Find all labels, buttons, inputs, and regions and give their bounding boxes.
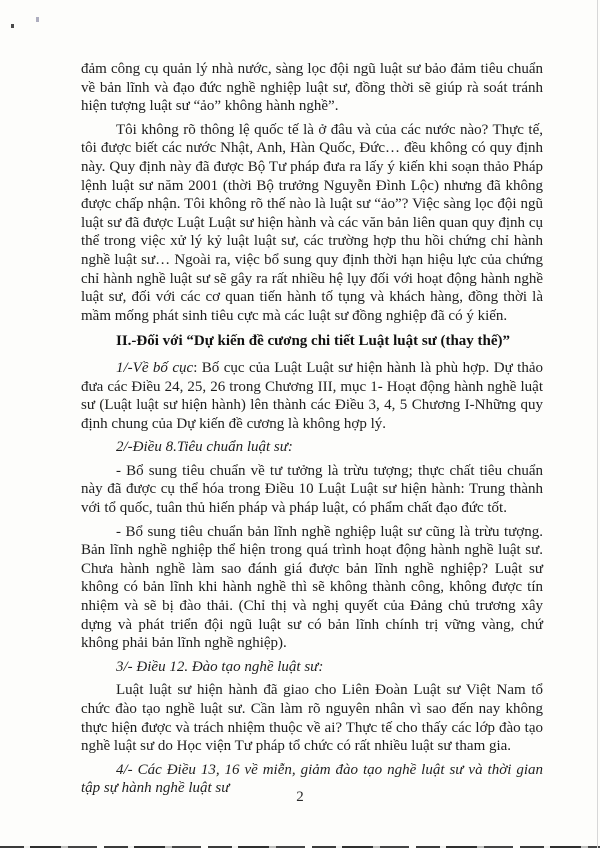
text-segment: 3/- Điều 12. Đào tạo nghề luật sư: bbox=[116, 658, 324, 675]
scan-speck-artifact bbox=[36, 17, 39, 22]
text-segment: Tôi không rõ thông lệ quốc tế là ở đâu và của các nước nào? Thực tế, tôi được biết các nước Nhật, Anh, Hàn Quốc, Đức… đều không có quy định này. Quy định này đã được Bộ Tư pháp đưa ra lấy ý kiến khi soạn thảo Pháp lệnh luật sư năm 2001 (thời Bộ trưởng Nguyễn Đình Lộc) nhưng đã không được chấp nhận. Tôi không rõ thế nào là luật sư “ảo”? Việc sàng lọc đội ngũ luật sư đã được Luật Luật sư hiện hành và các văn bản liên quan quy định cụ thể trong việc xử lý kỷ luật luật sư, các trường hợp thu hồi chứng chỉ hành nghề luật sư… Ngoài ra, việc bổ sung quy định thời hạn hiệu lực của chứng chỉ hành nghề luật sư sẽ gây ra rất nhiều hệ lụy đối với hoạt động hành nghề luật sư, đối với các cơ quan tiến hành tố tụng và khách hàng, đồng thời là mầm mống phát sinh tiêu cực mà các luật sư đồng nghiệp đã có ý kiến. bbox=[81, 121, 543, 324]
text-segment: 1/-Về bố cục bbox=[116, 359, 194, 376]
scan-speck-artifact bbox=[11, 24, 14, 28]
text-segment: đảm công cụ quản lý nhà nước, sàng lọc đội ngũ luật sư bảo đảm tiêu chuẩn về bản lĩnh và đạo đức nghề nghiệp luật sư, đồng thời sẽ giúp rà soát tránh hiện tượng luật sư “ảo” không hành nghề”. bbox=[81, 61, 543, 115]
paragraph bbox=[81, 60, 543, 116]
paragraph bbox=[81, 658, 543, 677]
text-segment: : Bố cục của Luật Luật sư hiện hành là phù hợp. Dự thảo đưa các Điều 24, 25, 26 trong Chương III, mục 1- Hoạt động hành nghề luật sư (Luật luật sư hiện hành) lên thành các Điều 3, 4, 5 Chương I-Những quy định chung của Dự kiến đề cương là không hợp lý. bbox=[81, 359, 543, 432]
document-body bbox=[81, 60, 543, 803]
paragraph bbox=[81, 462, 543, 518]
scan-right-edge-artifact bbox=[597, 0, 598, 848]
text-segment: 4/- Các Điều 13, 16 về miễn, giảm đào tạo nghề luật sư và thời gian tập sự hành nghề luật sư bbox=[81, 761, 543, 797]
paragraph bbox=[81, 438, 543, 457]
paragraph bbox=[81, 681, 543, 755]
page-number: 2 bbox=[296, 789, 304, 805]
paragraph bbox=[81, 523, 543, 653]
section-heading bbox=[81, 332, 543, 351]
paragraph bbox=[81, 121, 543, 326]
paragraph bbox=[81, 359, 543, 433]
text-segment: - Bổ sung tiêu chuẩn bản lĩnh nghề nghiệp luật sư cũng là trừu tượng. Bản lĩnh nghề nghiệp thể hiện trong quá trình hoạt động hành nghề luật sư. Chưa hành nghề làm sao đánh giá được bản lĩnh nghề nghiệp? Luật sư không có bản lĩnh khi hành nghề thì sẽ không thành công, không được tín nhiệm và sẽ bị đào thải. (Chỉ thị và nghị quyết của Đảng chủ trương xây dựng và phát triển đội ngũ luật sư có bản lĩnh chính trị vững vàng, chứ không phải bản lĩnh nghề nghiệp). bbox=[81, 523, 543, 652]
text-segment: Luật luật sư hiện hành đã giao cho Liên Đoàn Luật sư Việt Nam tổ chức đào tạo nghề luật sư. Cần làm rõ nguyên nhân vì sao đến nay không thực hiện được và trách nhiệm thuộc về ai? Thực tế cho thấy các lớp đào tạo nghề luật sư do Học viện Tư pháp tổ chức có rất nhiều luật sư tham gia. bbox=[81, 682, 543, 755]
text-segment: 2/-Điều 8.Tiêu chuẩn luật sư: bbox=[116, 439, 293, 456]
text-segment: II.-Đối với “Dự kiến đề cương chi tiết Luật luật sư (thay thế)” bbox=[116, 333, 511, 350]
text-segment: - Bổ sung tiêu chuẩn về tư tưởng là trừu tượng; thực chất tiêu chuẩn này đã được cụ thể hóa trong Điều 10 Luật Luật sư hiện hành: Trung thành với tổ quốc, tuân thủ hiến pháp và pháp luật, có phẩm chất đạo đức tốt. bbox=[81, 462, 543, 517]
